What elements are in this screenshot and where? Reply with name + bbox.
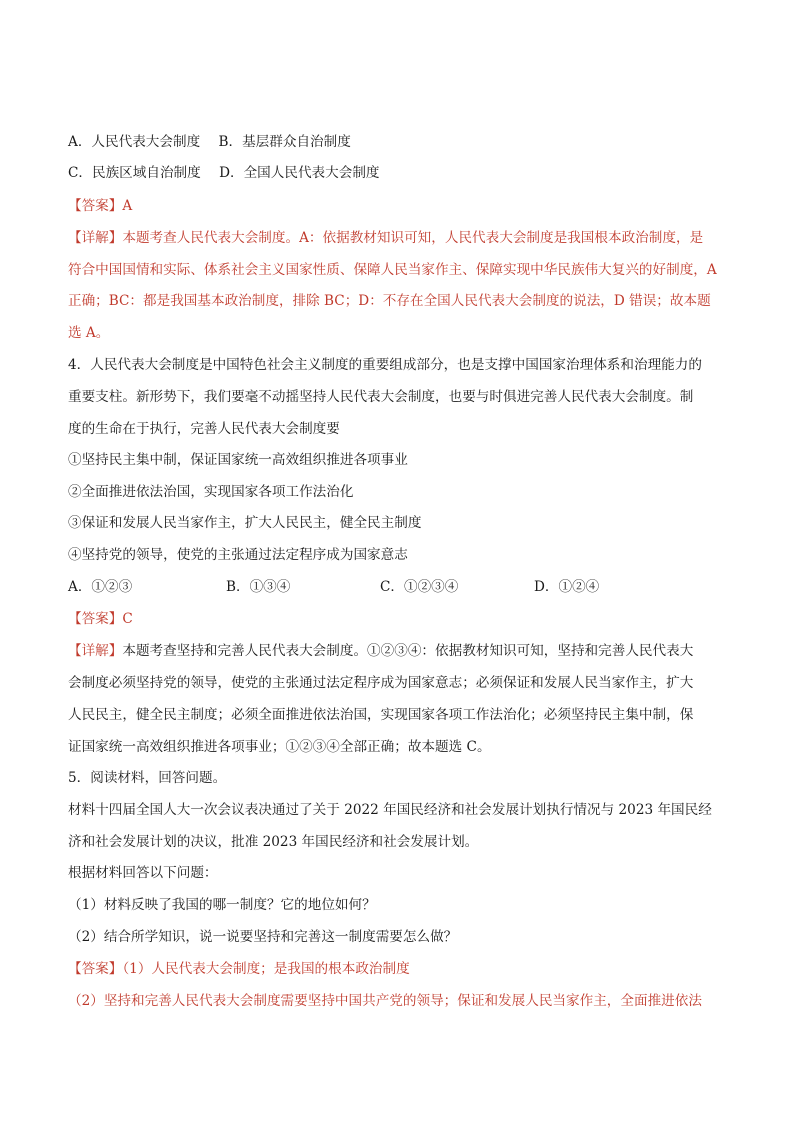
q5-material-line-1: 材料十四届全国人大一次会议表决通过了关于 2022 年国民经济和社会发展计划执行情况与 2023 年国民经	[68, 802, 712, 818]
answer-tag: 【答案】	[68, 198, 123, 214]
q3-options-row-2	[68, 164, 738, 182]
q4-detail-line-4: 证国家统一高效组织推进各项事业；①②③④全部正确；故本题选 C。	[68, 739, 491, 755]
q5-material-line-2: 济和社会发展计划的决议，批准 2023 年国民经济和社会发展计划。	[68, 834, 479, 850]
q4-item-3: ③保证和发展人民当家作主，扩大人民民主，健全民主制度	[68, 515, 422, 531]
q4-item-4: ④坚持党的领导，使党的主张通过法定程序成为国家意志	[68, 547, 408, 563]
q4-option-d: D．①②④	[534, 579, 600, 595]
q3-option-a: A．人民代表大会制度	[68, 134, 201, 150]
detail-tag: 【详解】	[68, 643, 123, 659]
q3-option-d: D．全国人民代表大会制度	[219, 165, 380, 181]
q4-options-row	[68, 578, 738, 596]
q4-stem-line-1: 4．人民代表大会制度是中国特色社会主义制度的重要组成部分，也是支撑中国国家治理体系和治理能力的	[68, 357, 702, 373]
answer-text: （1）人民代表大会制度；是我国的根本政治制度	[122, 961, 410, 977]
q3-detail-line-1	[68, 229, 738, 247]
q4-detail-line-3: 人民民主，健全民主制度；必须全面推进依法治国，实现国家各项工作法治化；必须坚持民主集中制，保	[68, 707, 694, 723]
q5-answer-line-1	[68, 960, 738, 978]
q4-detail-line-2: 会制度必须坚持党的领导，使党的主张通过法定程序成为国家意志；必须保证和发展人民当家作主，扩大	[68, 675, 694, 691]
q4-stem-line-2: 重要支柱。新形势下，我们要毫不动摇坚持人民代表大会制度，也要与时俱进完善人民代表大会制度。制	[68, 389, 694, 405]
q5-answer-line-2: （2）坚持和完善人民代表大会制度需要坚持中国共产党的领导；保证和发展人民当家作主，全面推进依法	[68, 993, 702, 1009]
q4-detail-line-1	[68, 642, 738, 660]
q4-item-1: ①坚持民主集中制，保证国家统一高效组织推进各项事业	[68, 452, 408, 468]
q4-option-a: A．①②③	[68, 579, 133, 595]
q5-prompt: 根据材料回答以下问题：	[68, 865, 218, 881]
q4-option-b: B．①③④	[226, 579, 291, 595]
q3-detail-line-4: 选 A。	[68, 325, 110, 341]
answer-tag: 【答案】	[68, 611, 123, 627]
answer-tag: 【答案】	[68, 961, 123, 977]
answer-value: C	[122, 611, 133, 627]
q5-sub-question-2: （2）结合所学知识，说一说要坚持和完善这一制度需要怎么做？	[68, 929, 458, 945]
detail-text: 本题考查坚持和完善人民代表大会制度。①②③④：依据教材知识可知，坚持和完善人民代表大	[122, 643, 694, 659]
q4-item-2: ②全面推进依法治国，实现国家各项工作法治化	[68, 484, 354, 500]
detail-tag: 【详解】	[68, 230, 123, 246]
q4-answer	[68, 610, 738, 628]
q3-option-b: B．基层群众自治制度	[218, 134, 351, 150]
detail-text: 本题考查人民代表大会制度。A：依据教材知识可知，人民代表大会制度是我国根本政治制度，是	[122, 230, 704, 246]
q5-stem: 5．阅读材料，回答问题。	[68, 770, 227, 786]
q3-option-c: C．民族区域自治制度	[68, 165, 201, 181]
answer-value: A	[122, 198, 133, 214]
q3-detail-line-3: 正确；BC：都是我国基本政治制度，排除 BC；D：不存在全国人民代表大会制度的说法，D 错误；故本题	[68, 293, 711, 309]
q4-option-c: C．①②③④	[380, 579, 459, 595]
q3-options-row-1	[68, 133, 738, 151]
q5-sub-question-1: （1）材料反映了我国的哪一制度？它的地位如何？	[68, 897, 376, 913]
q3-detail-line-2: 符合中国国情和实际、体系社会主义国家性质、保障人民当家作主、保障实现中华民族伟大复兴的好制度，A	[68, 262, 717, 278]
q3-answer	[68, 197, 738, 215]
q4-stem-line-3: 度的生命在于执行，完善人民代表大会制度要	[68, 421, 340, 437]
